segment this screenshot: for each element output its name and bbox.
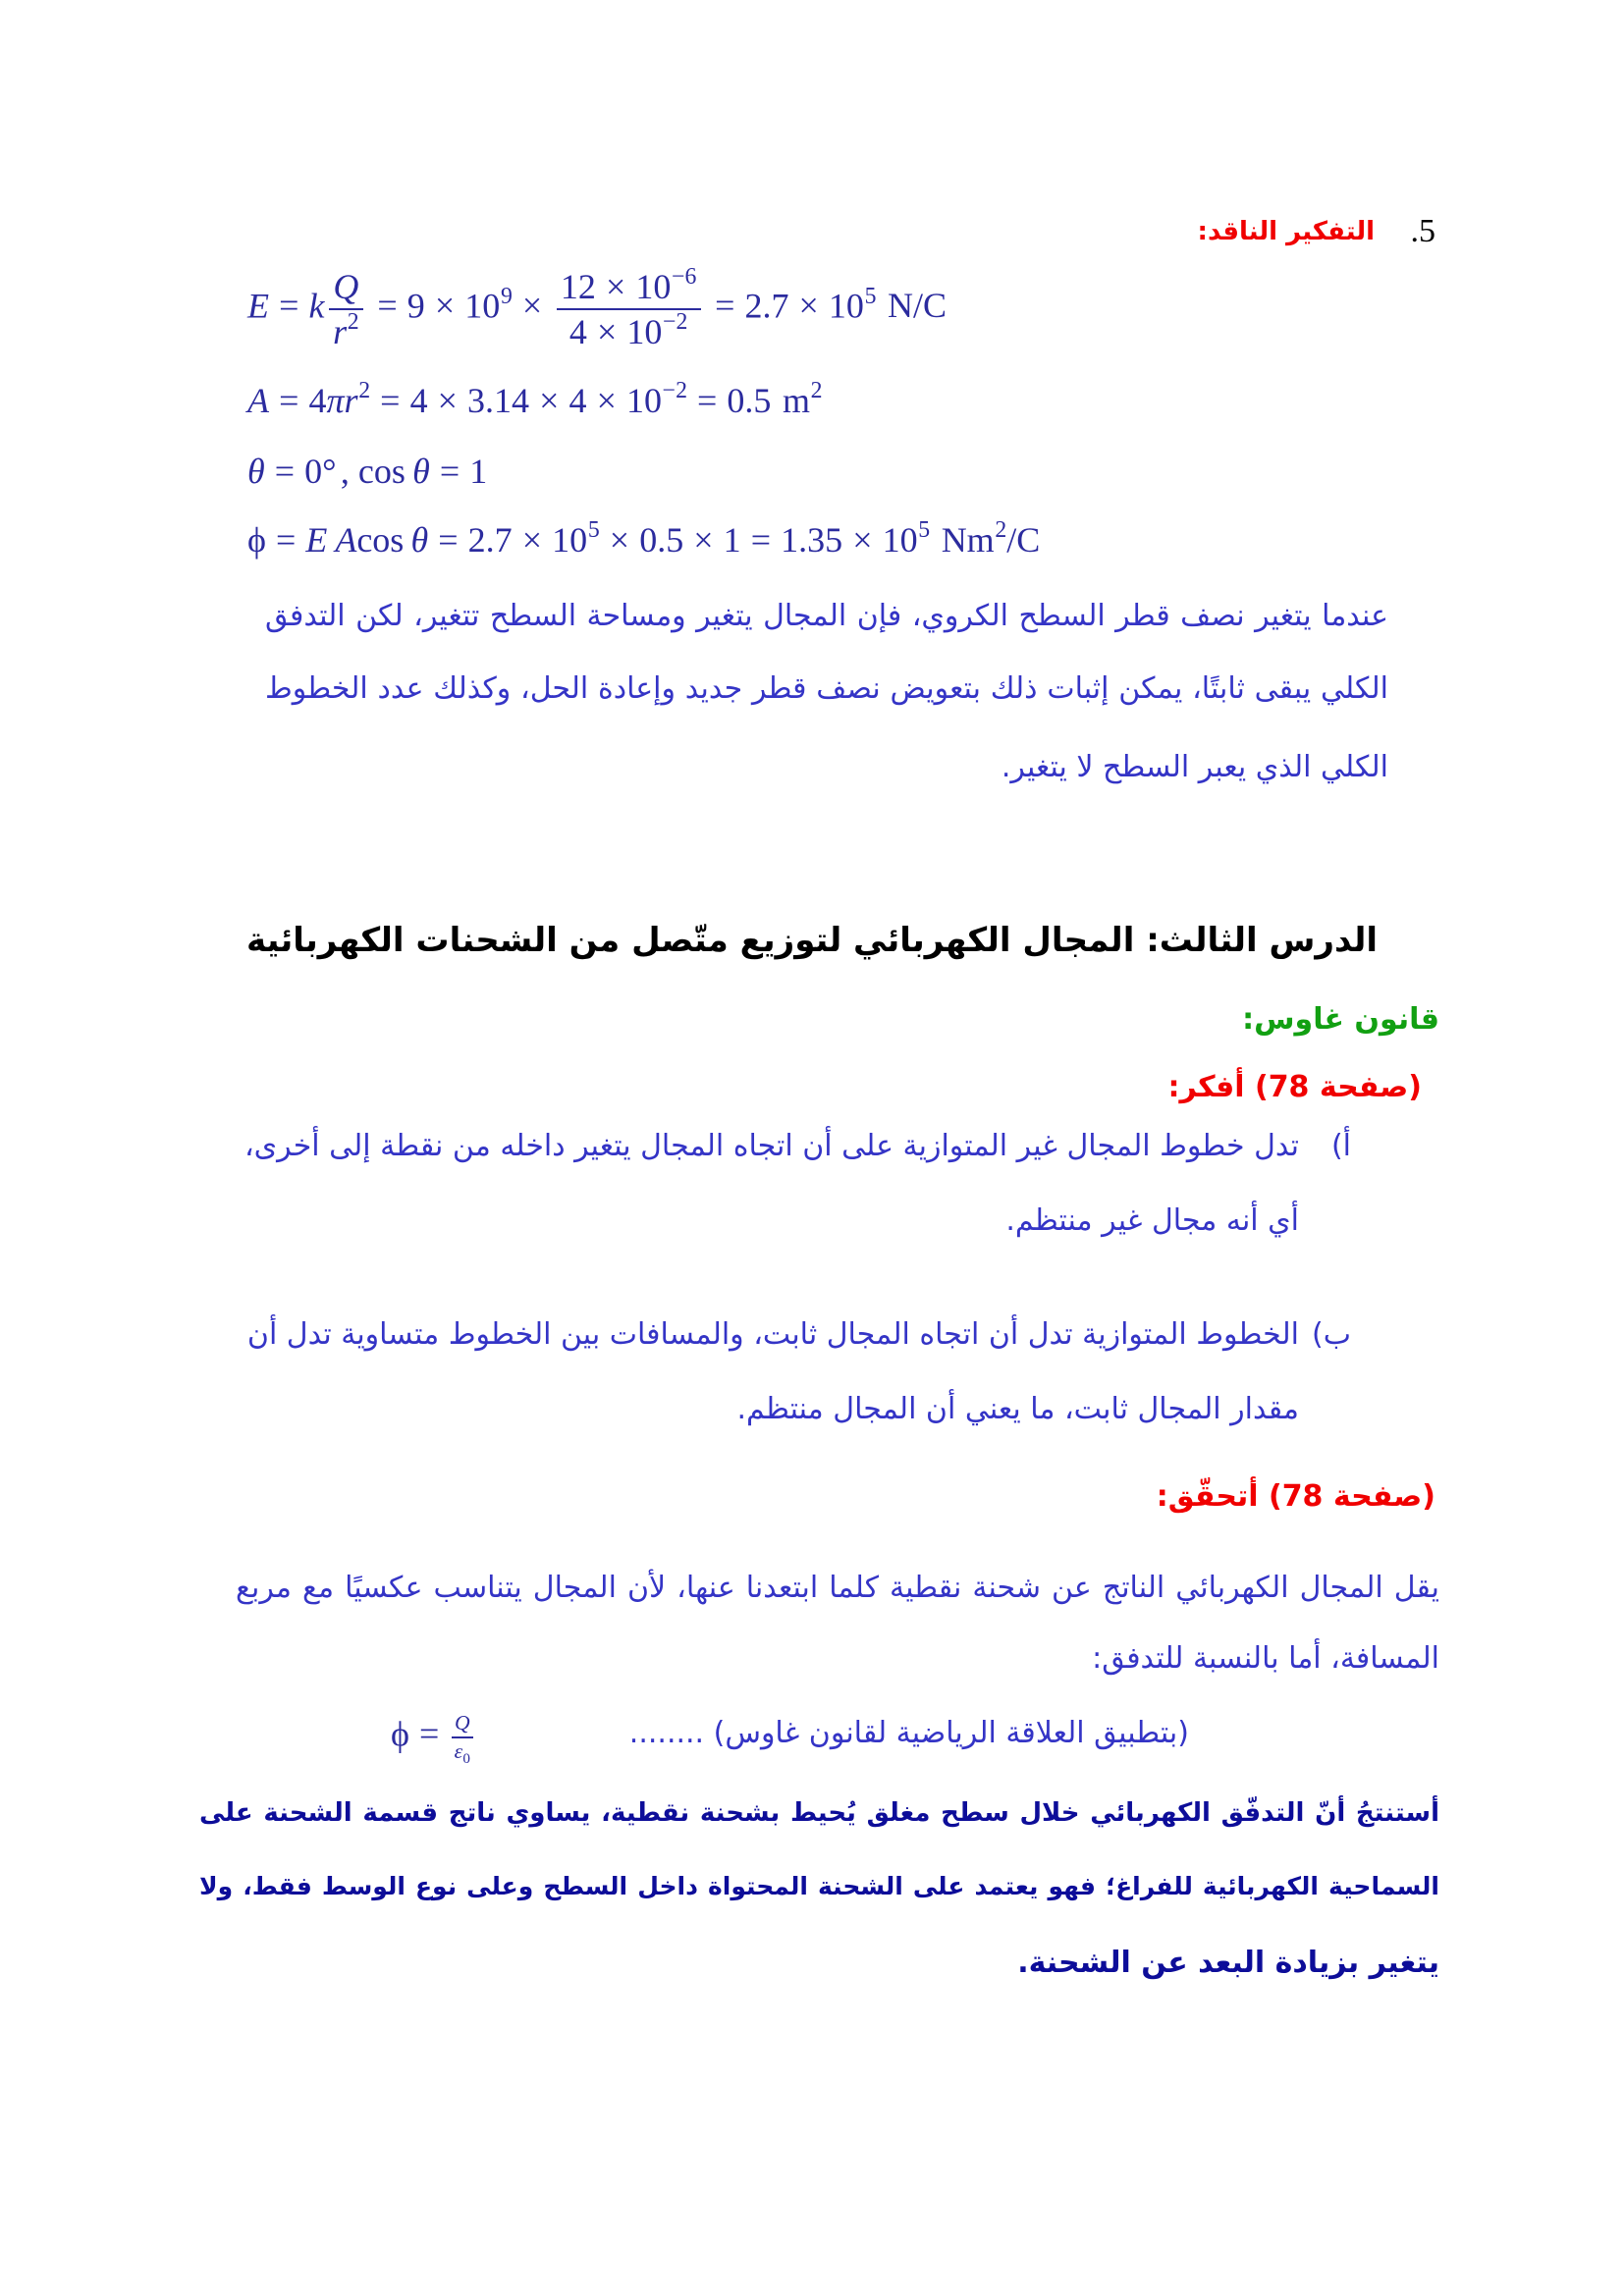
- check-heading: (صفحة 78) أتحقّق:: [1156, 1479, 1435, 1514]
- math-operator: ×: [605, 266, 626, 306]
- math-variable: E: [247, 286, 269, 326]
- math-operator: =: [438, 519, 459, 560]
- math-operator: =: [279, 380, 299, 420]
- math-variable: k: [308, 286, 325, 326]
- critical-thinking-heading: التفكير الناقد:: [1197, 217, 1375, 246]
- math-operator: ×: [539, 380, 560, 420]
- math-number: 4: [308, 380, 327, 420]
- math-operator: =: [377, 286, 398, 326]
- math-number: 1.35: [781, 519, 843, 560]
- math-number: 2.7: [467, 519, 513, 560]
- equation-surface-area: [247, 361, 823, 440]
- math-number: 3.14: [467, 380, 530, 420]
- equation-content: [247, 449, 487, 495]
- math-function: cos: [356, 519, 405, 560]
- math-fraction: [329, 266, 363, 353]
- math-number: 12: [560, 266, 596, 306]
- math-number: 10: [626, 312, 663, 351]
- math-number: /C: [1006, 519, 1041, 560]
- math-variable: θ: [410, 519, 429, 560]
- math-variable: θ: [247, 451, 265, 491]
- math-operator: ×: [596, 312, 618, 351]
- math-superscript: −2: [663, 309, 688, 336]
- math-operator: ×: [609, 519, 630, 560]
- math-superscript: 9: [500, 283, 513, 309]
- math-superscript: 5: [918, 516, 931, 543]
- math-operator: ×: [798, 286, 819, 326]
- math-operator: =: [274, 451, 296, 491]
- gauss-law-formula: [391, 1693, 475, 1782]
- math-subscript: 0: [462, 1750, 470, 1767]
- math-operator: ×: [434, 286, 456, 326]
- item-line: تدل خطوط المجال غير المتوازية على أن اتجاه المجال يتغير داخله من نقطة إلى أخرى،: [244, 1129, 1299, 1163]
- math-number: 0°: [304, 451, 337, 491]
- math-operator: =: [276, 519, 297, 560]
- equation-content: [247, 517, 1040, 563]
- math-variable: πr: [326, 380, 358, 420]
- math-number: 0.5: [639, 519, 684, 560]
- math-punctuation: ,: [340, 451, 350, 491]
- equation-content: [391, 1710, 475, 1767]
- equation-electric-flux: [247, 501, 1040, 579]
- math-number: 4: [568, 312, 587, 351]
- math-variable: Q: [454, 1710, 470, 1735]
- fraction-bar: [452, 1736, 473, 1738]
- math-number: 10: [552, 519, 588, 560]
- fraction-numerator: [329, 266, 363, 307]
- math-superscript: 5: [864, 283, 877, 309]
- math-operator: ×: [521, 519, 543, 560]
- explanation-line: عندما يتغير نصف قطر السطح الكروي، فإن المجال يتغير ومساحة السطح تتغير، لكن التدفق: [265, 599, 1388, 633]
- item-line: أي أنه مجال غير منتظم.: [1005, 1203, 1299, 1238]
- math-number: 4: [568, 380, 587, 420]
- question-number: 5.: [1410, 213, 1435, 249]
- math-superscript: 2: [995, 516, 1007, 543]
- math-operator: =: [715, 286, 735, 326]
- math-number: 0.5: [727, 380, 772, 420]
- check-line: يقل المجال الكهربائي الناتج عن شحنة نقطية كلما ابتعدنا عنها، لأن المجال يتناسب عكسيًا مع مربع: [236, 1571, 1439, 1605]
- fraction-denominator: [329, 311, 363, 352]
- math-function: cos: [357, 451, 406, 491]
- math-number: 10: [635, 266, 672, 306]
- math-unit: Nm: [941, 519, 995, 560]
- math-operator: =: [380, 380, 401, 420]
- math-number: 1: [723, 519, 741, 560]
- math-operator: ×: [693, 519, 714, 560]
- math-variable: A: [247, 380, 269, 420]
- conclusion-line: أستنتجُ أنّ التدفّق الكهربائي خلال سطح مغلق يُحيط بشحنة نقطية، يساوي ناتج قسمة الشحنة على: [199, 1798, 1439, 1828]
- item-line: مقدار المجال ثابت، ما يعني أن المجال منتظم.: [736, 1392, 1299, 1426]
- check-line: المسافة، أما بالنسبة للتدفق:: [1092, 1641, 1439, 1676]
- math-operator: =: [419, 1714, 440, 1754]
- math-number: 10: [882, 519, 918, 560]
- math-operator: ×: [596, 380, 617, 420]
- math-unit: N/C: [888, 286, 947, 326]
- math-operator: =: [439, 451, 460, 491]
- math-fraction: [557, 263, 701, 353]
- math-superscript: 2: [347, 309, 359, 336]
- math-operator: ×: [852, 519, 873, 560]
- math-number: ϕ: [247, 519, 266, 560]
- math-number: 10: [625, 380, 662, 420]
- equation-content: [247, 378, 823, 424]
- math-operator: =: [279, 286, 299, 326]
- section-title-gauss-law: قانون غاوس:: [1242, 1002, 1439, 1037]
- math-number: ϕ: [391, 1714, 409, 1754]
- equation-angle: [247, 432, 487, 510]
- math-superscript: 2: [810, 377, 823, 403]
- fraction-numerator: [557, 263, 701, 307]
- fraction-numerator: [452, 1711, 472, 1735]
- math-operator: ×: [521, 286, 543, 326]
- formula-note: (بتطبيق العلاقة الرياضية لقانون غاوس) ........: [628, 1716, 1189, 1750]
- equation-content: [247, 263, 947, 353]
- math-number: 10: [464, 286, 501, 326]
- math-variable: E: [305, 519, 328, 560]
- lesson-title: الدرس الثالث: المجال الكهربائي لتوزيع متّصل من الشحنات الكهربائية: [245, 921, 1378, 960]
- math-superscript: 5: [587, 516, 600, 543]
- math-number: 10: [828, 286, 864, 326]
- math-variable: Q: [333, 266, 359, 306]
- item-marker: ب): [1312, 1317, 1351, 1352]
- math-operator: =: [750, 519, 772, 560]
- equation-electric-field: [247, 250, 947, 368]
- math-variable: A: [335, 519, 357, 560]
- item-marker: أ): [1330, 1129, 1351, 1163]
- math-operator: =: [697, 380, 718, 420]
- math-operator: ×: [437, 380, 458, 420]
- math-number: 4: [409, 380, 428, 420]
- math-number: 1: [469, 451, 488, 491]
- explanation-line: الكلي يبقى ثابتًا، يمكن إثبات ذلك بتعويض نصف قطر جديد وإعادة الحل، وكذلك عدد الخطوط: [265, 671, 1388, 706]
- math-fraction: [452, 1710, 473, 1767]
- math-variable: ε: [454, 1738, 463, 1763]
- fraction-denominator: [566, 311, 692, 352]
- item-line: الخطوط المتوازية تدل أن اتجاه المجال ثابت، والمسافات بين الخطوط متساوية تدل أن: [246, 1317, 1299, 1352]
- fraction-denominator: [452, 1738, 473, 1767]
- explanation-line: الكلي الذي يعبر السطح لا يتغير.: [1001, 750, 1388, 784]
- conclusion-line: يتغير بزيادة البعد عن الشحنة.: [1017, 1946, 1439, 1980]
- math-variable: r: [333, 312, 348, 351]
- math-superscript: −2: [662, 377, 687, 403]
- math-number: 2.7: [744, 286, 789, 326]
- conclusion-line: السماحية الكهربائية للفراغ؛ فهو يعتمد على الشحنة المحتواة داخل السطح وعلى نوع الوسط فقط، ولا: [199, 1872, 1439, 1900]
- math-superscript: −6: [672, 263, 697, 290]
- math-variable: θ: [412, 451, 430, 491]
- math-number: 9: [406, 286, 425, 326]
- think-heading: (صفحة 78) أفكر:: [1167, 1070, 1422, 1104]
- math-unit: m: [782, 380, 810, 420]
- math-superscript: 2: [358, 377, 371, 403]
